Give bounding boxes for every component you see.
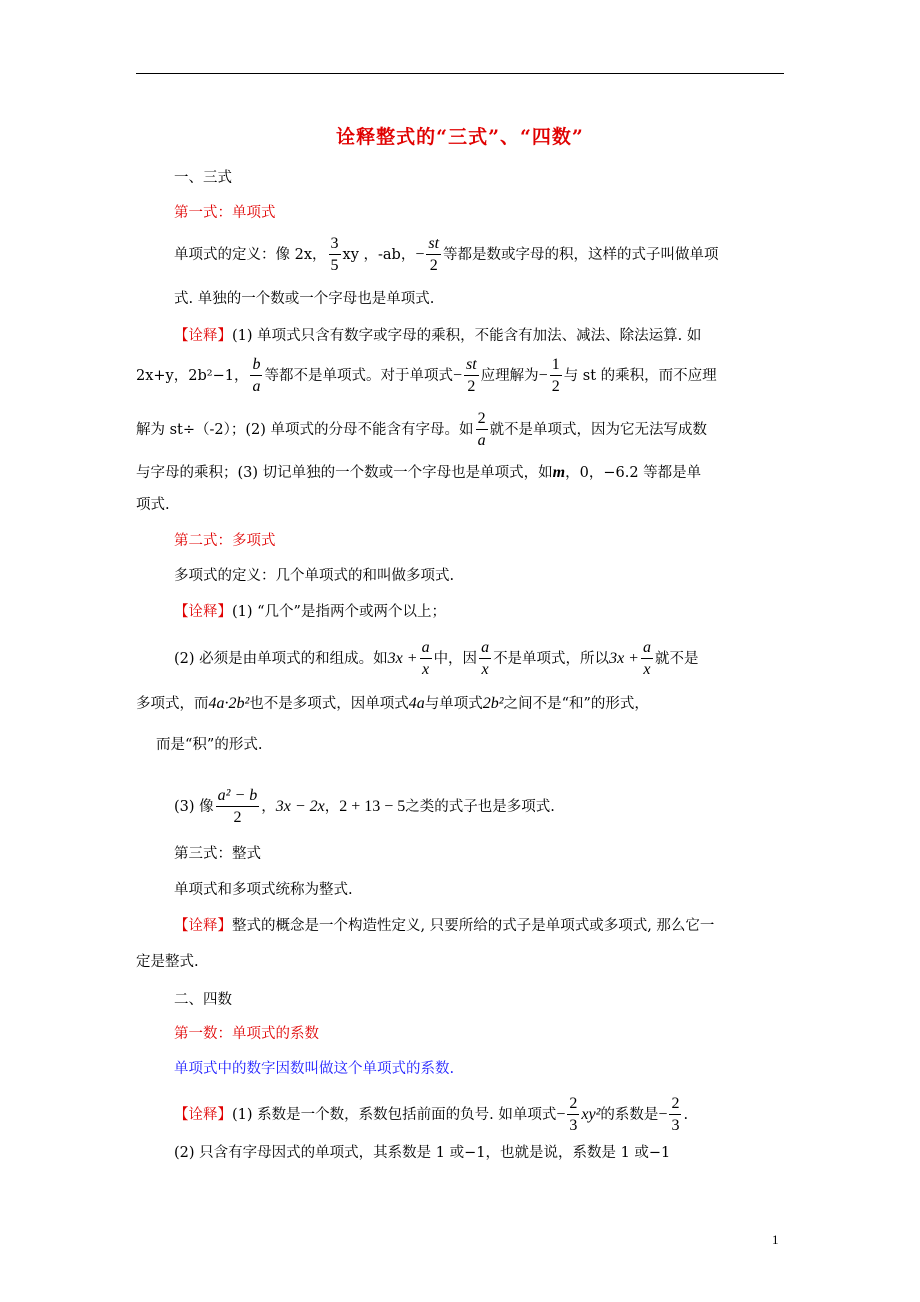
fraction-2-3: $\frac{2}{3}$: [569, 1095, 578, 1134]
fraction-a-x: $\frac{a}{x}$: [421, 639, 430, 678]
fraction-1-2: $\frac{1}{2}$: [551, 356, 560, 395]
fraction-st-2-b: $\frac{st}{2}$: [465, 356, 477, 395]
fraction-2-a: $\frac{2}{a}$: [477, 410, 486, 449]
fraction-st-2: $\frac{st}{2}$: [428, 235, 440, 274]
integral-note-line-1: 【诠释】整式的概念是一个构造性定义, 只要所给的式子是单项式或多项式, 那么它一: [174, 918, 715, 934]
monomial-note-line-1: 【诠释】(1) 单项式只含有数字或字母的乘积，不能含有加法、减法、除法运算. 如: [174, 328, 702, 344]
fraction-3-5: $\frac{3}{5}$: [330, 235, 339, 274]
polynomial-note-line-1: 【诠释】(1) “几个”是指两个或两个以上；: [174, 604, 446, 620]
coefficient-note-line-1: 【诠释】(1) 系数是一个数，系数包括前面的负号. 如单项式− $\frac{2}{3}$ xy²的系数是− $\frac{2}{3}$ .: [174, 1095, 689, 1134]
fraction-b-a: $\frac{b}{a}$: [252, 356, 261, 395]
integral-expression-definition: 单项式和多项式统称为整式.: [174, 882, 353, 898]
fraction-a-x-2: $\frac{a}{x}$: [481, 639, 490, 678]
subheading-monomial: 第一式：单项式: [174, 205, 276, 221]
monomial-note-line-4: 与字母的乘积；(3) 切记单独的一个数或一个字母也是单项式，如m，0，−6.2 等都是单: [136, 464, 702, 481]
fraction-a2-b-2: $\frac{\text{a² − b}}{2}$: [217, 787, 258, 826]
monomial-note-line-2: 2x+y，2b²−1， $\frac{b}{a}$ 等都不是单项式。对于单项式− $\frac{st}{2}$ 应理解为− $\frac{1}{2}$ 与 st 的乘积，而不应理: [136, 356, 717, 395]
coefficient-definition: 单项式中的数字因数叫做这个单项式的系数.: [174, 1061, 455, 1077]
header-rule: [136, 73, 784, 74]
subheading-coefficient: 第一数：单项式的系数: [174, 1026, 319, 1042]
page-title: 诠释整式的“三式”、“四数”: [336, 126, 584, 148]
subheading-integral-expression: 第三式：整式: [174, 846, 261, 862]
page-number: 1: [772, 1232, 779, 1247]
monomial-definition-line-2: 式. 单独的一个数或一个字母也是单项式.: [174, 291, 435, 307]
polynomial-note-line-4: 而是“积”的形式.: [156, 737, 263, 753]
section-heading-1: 一、三式: [174, 170, 232, 186]
section-heading-2: 二、四数: [174, 992, 232, 1008]
fraction-a-x-3: $\frac{a}{x}$: [642, 639, 651, 678]
polynomial-note-line-2: (2) 必须是由单项式的和组成。如3x + $\frac{a}{x}$ 中，因 $\frac{a}{x}$ 不是单项式，所以3x + $\frac{a}{x}$ 就不是: [174, 639, 699, 678]
note-tag: 【诠释】: [174, 328, 232, 344]
polynomial-definition: 多项式的定义：几个单项式的和叫做多项式.: [174, 568, 455, 584]
integral-note-line-2: 定是整式.: [136, 954, 199, 970]
fraction-2-3-b: $\frac{2}{3}$: [671, 1095, 680, 1134]
monomial-note-line-5: 项式.: [136, 497, 170, 513]
polynomial-note-line-3: 多项式，而4a·2b²也不是多项式，因单项式4a与单项式2b²之间不是“和”的形式，: [136, 695, 649, 712]
polynomial-note-line-5: (3) 像 $\frac{\text{a² − b}}{2}$ ，3x − 2x，2 + 13 − 5之类的式子也是多项式.: [174, 787, 555, 826]
coefficient-note-line-2: (2) 只含有字母因式的单项式，其系数是 1 或−1，也就是说，系数是 1 或−1: [174, 1145, 671, 1161]
subheading-polynomial: 第二式：多项式: [174, 533, 276, 549]
monomial-note-line-3: 解为 st÷（-2）；(2) 单项式的分母不能含有字母。如 $\frac{2}{a}$ 就不是单项式，因为它无法写成数: [136, 410, 708, 449]
monomial-definition-line-1: 单项式的定义：像 2x， $\frac{3}{5}$ xy ，-ab，− $\frac{st}{2}$ 等都是数或字母的积，这样的式子叫做单项: [174, 235, 719, 274]
